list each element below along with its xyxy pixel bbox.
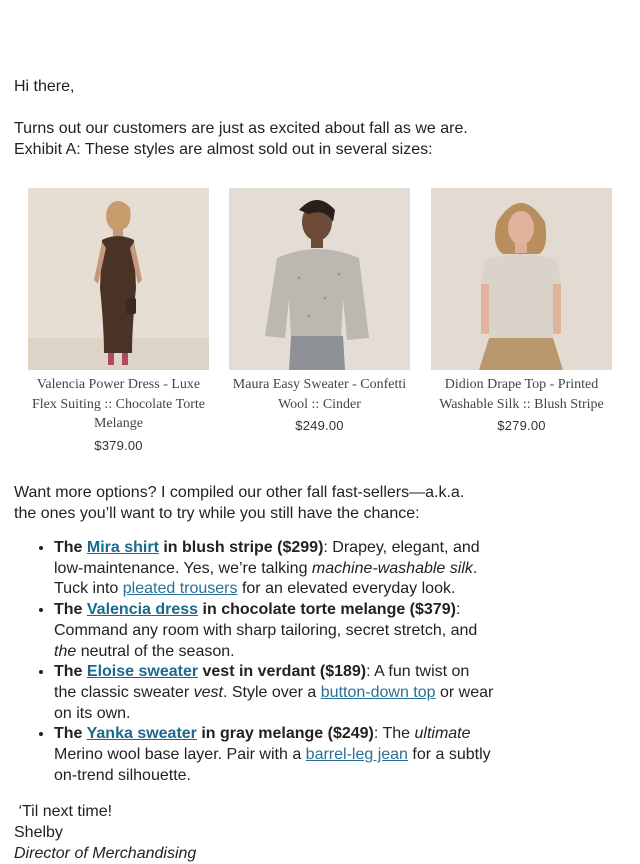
pick-body: . Style over a <box>222 683 321 701</box>
list-item <box>54 724 494 786</box>
pick-heading: in chocolate torte melange ($379) <box>198 601 456 619</box>
greeting: Hi there, <box>14 78 75 95</box>
product-name[interactable]: Maura Easy Sweater - Confetti Wool :: Cinder <box>232 377 407 412</box>
product-price: $279.00 <box>497 418 546 433</box>
intro-line-2: Exhibit A: These styles are almost sold out in several sizes: <box>14 141 433 158</box>
pick-prefix: The <box>54 663 87 681</box>
pick-tail: or wear on its own. <box>54 683 494 722</box>
pick-body: : The <box>373 725 415 743</box>
signoff-name: Shelby <box>14 824 63 841</box>
list-item <box>54 600 494 662</box>
pick-heading: vest in verdant ($189) <box>198 663 367 681</box>
yanka-sweater-link[interactable]: Yanka sweater <box>86 725 197 743</box>
pleated-trousers-link[interactable]: pleated trousers <box>122 580 238 598</box>
pick-tail: for a subtly on-trend silhouette. <box>54 746 491 784</box>
pick-body: : Drapey, elegant, and low-maintenance. Yes, we’re talking <box>54 539 480 577</box>
product-image[interactable] <box>28 188 209 370</box>
pick-tail: for an elevated everyday look. <box>237 580 456 598</box>
pick-heading: in gray melange ($249) <box>196 725 374 743</box>
pick-body: : Command any room with sharp tailoring, secret stretch, and <box>54 601 478 639</box>
product-card[interactable] <box>431 188 612 435</box>
eloise-sweater-link[interactable]: Eloise sweater <box>86 663 199 681</box>
product-card[interactable] <box>28 188 209 455</box>
pick-body: Merino wool base layer. Pair with a <box>54 746 306 764</box>
product-image[interactable] <box>229 188 410 370</box>
product-name[interactable]: Valencia Power Dress - Luxe Flex Suiting :: Chocolate Torte Melange <box>32 377 205 431</box>
product-price: $249.00 <box>295 418 344 433</box>
pick-body: neutral of the season. <box>76 642 235 660</box>
pick-body: . Tuck into <box>54 559 478 598</box>
pick-emphasis: ultimate <box>414 725 471 743</box>
signoff-line: ‘Til next time! <box>14 803 113 820</box>
intro-line-1: Turns out our customers are just as excited about fall as we are. <box>14 120 468 137</box>
product-grid <box>14 188 612 458</box>
product-card[interactable] <box>229 188 410 435</box>
barrel-leg-jean-link[interactable]: barrel-leg jean <box>305 746 408 764</box>
pick-emphasis: the <box>54 642 77 660</box>
pick-prefix: The <box>54 601 87 619</box>
product-name[interactable]: Didion Drape Top - Printed Washable Silk :: Blush Stripe <box>439 377 604 412</box>
pick-emphasis: machine-washable silk <box>311 559 473 577</box>
mira-shirt-link[interactable]: Mira shirt <box>86 539 159 556</box>
button-down-top-link[interactable]: button-down top <box>320 683 436 701</box>
pick-emphasis: vest <box>193 683 223 701</box>
signoff-role: Director of Merchandising <box>14 845 197 862</box>
list-item <box>54 538 494 600</box>
pick-prefix: The <box>54 725 87 743</box>
signoff <box>14 801 196 864</box>
valencia-dress-link[interactable]: Valencia dress <box>86 601 199 619</box>
list-item <box>54 662 494 724</box>
intro <box>14 118 468 160</box>
pick-heading: in blush stripe ($299) <box>158 539 324 556</box>
product-price: $379.00 <box>94 437 143 453</box>
pick-prefix: The <box>54 539 87 556</box>
fast-sellers-list <box>14 538 494 786</box>
more-options-text: Want more options? I compiled our other fall fast-sellers—a.k.a. the ones you’ll want to try while you still have the chance: <box>14 484 465 522</box>
pick-body: : A fun twist on the classic sweater <box>54 663 470 701</box>
product-image[interactable] <box>431 188 612 370</box>
